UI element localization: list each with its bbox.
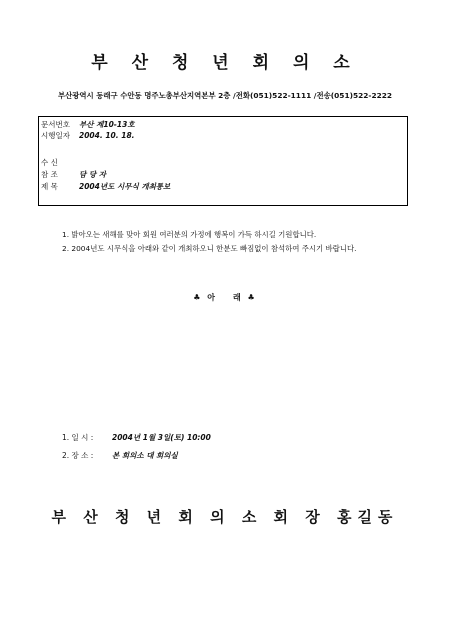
signature: 부 산 청 년 회 의 소 회 장 홍길동 — [51, 508, 399, 526]
reference-label: 참 조 — [41, 170, 58, 179]
detail-location — [62, 450, 178, 461]
heading-word-b: 래 — [233, 293, 243, 302]
reference-row — [39, 169, 106, 180]
doc-number-value: 부산 제10-13호 — [79, 120, 135, 129]
sender-address: 부산광역시 동래구 수안동 명주노총부산지역본부 2층 /전화(051)522-1111 /전송(051)522-2222 — [57, 91, 393, 100]
date-row — [39, 130, 135, 141]
detail-location-label: 2. 장 소 : — [62, 451, 94, 460]
document-info-box — [38, 116, 408, 206]
subject-value: 2004년도 시무식 개최통보 — [79, 182, 171, 191]
date-label: 시행일자 — [41, 131, 70, 140]
detail-datetime — [62, 432, 211, 443]
detail-datetime-label: 1. 일 시 : — [62, 433, 94, 442]
club-icon: ♣ — [247, 293, 257, 302]
document-title: 부 산 청 년 회 의 소 — [91, 53, 359, 73]
recipient-row — [39, 157, 79, 168]
doc-number-label: 문서번호 — [41, 120, 70, 129]
heading-word-a: 아 — [207, 293, 217, 302]
recipient-label: 수 신 — [41, 158, 58, 167]
date-value: 2004. 10. 18. — [79, 131, 135, 140]
section-heading — [0, 292, 450, 303]
reference-value: 담 당 자 — [79, 170, 106, 179]
paragraph-1: 1. 밝아오는 새해를 맞아 회원 여러분의 가정에 행복이 가득 하시길 기원합니다. — [62, 230, 317, 239]
subject-row — [39, 181, 170, 192]
club-icon: ♣ — [193, 293, 203, 302]
detail-location-value: 본 회의소 대 회의실 — [112, 451, 178, 460]
detail-datetime-value: 2004년 1월 3일(토) 10:00 — [112, 433, 211, 442]
subject-label: 제 목 — [41, 182, 58, 191]
paragraph-2: 2. 2004년도 시무식을 아래와 같이 개최하오니 한분도 빠짐없이 참석하여 주시기 바랍니다. — [62, 244, 357, 253]
body-paragraphs — [62, 228, 432, 256]
doc-number-row — [39, 119, 135, 130]
